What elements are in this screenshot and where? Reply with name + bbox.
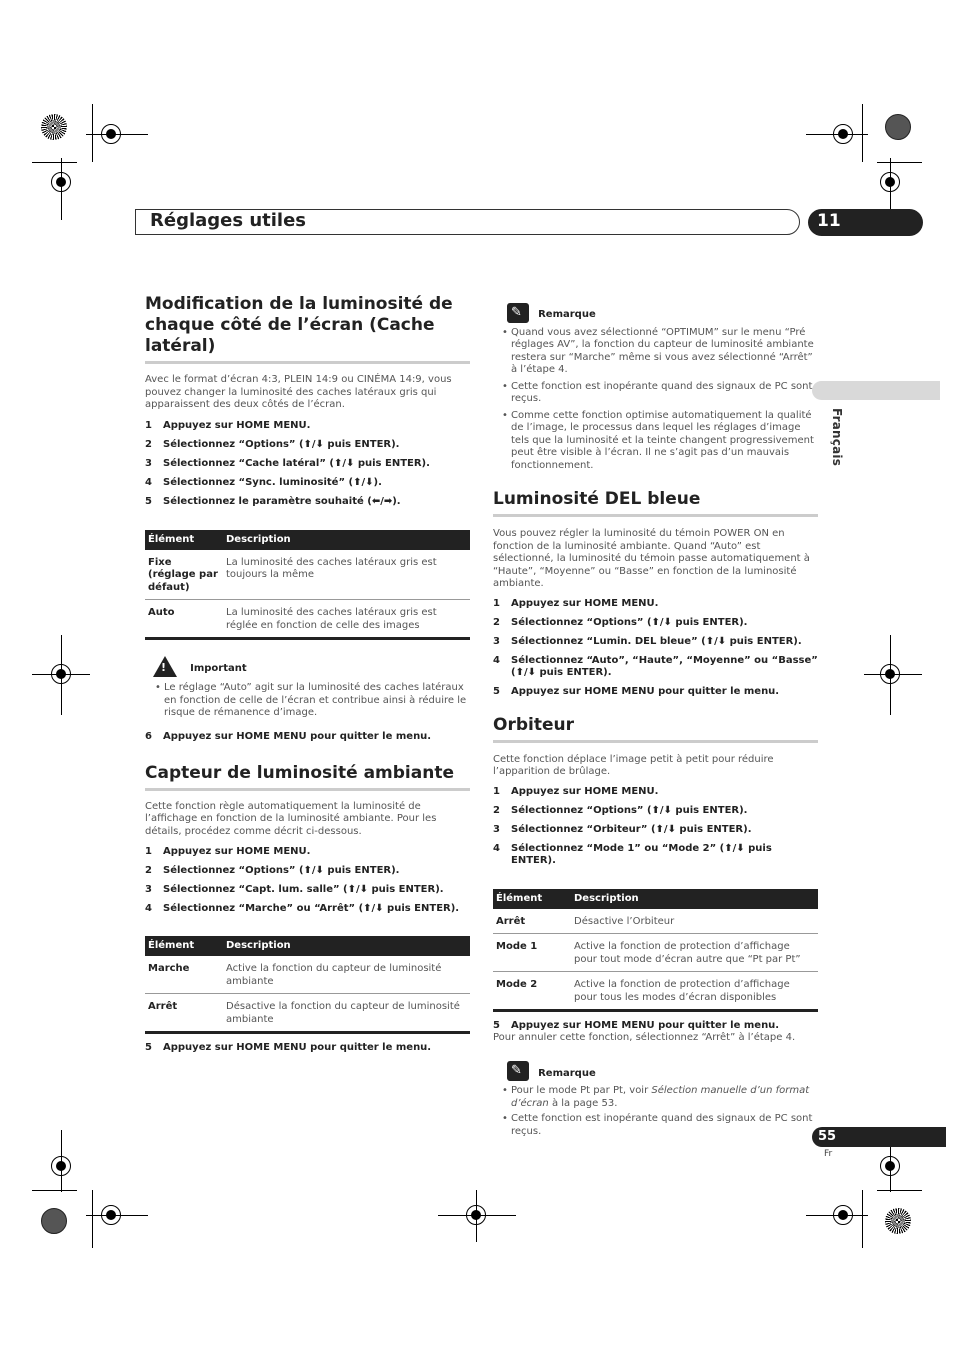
step-item: 4 Sélectionnez “Marche” ou “Arrêt” (⬆/⬇ puis ENTER). xyxy=(145,903,460,914)
step-item: 6 Appuyez sur HOME MENU pour quitter le menu. xyxy=(145,730,432,742)
right-column xyxy=(493,302,818,1138)
bullet-item: • Quand vous avez sélectionné “OPTIMUM” sur le menu “Pré réglages AV”, la fonction du capteur de luminosité ambiante restera sur “Marche” même si vous avez sélectionné “Arrêt” à l’étape 4. xyxy=(502,327,818,377)
steps-list xyxy=(493,786,818,867)
bullet-item: • Le réglage “Auto” agit sur la luminosité des caches latéraux en fonction de celle de l’écran et contribue ainsi à réduire le risque de rémanence d’image. xyxy=(155,682,470,720)
note-title: Remarque xyxy=(538,309,596,320)
chapter-number: 11 xyxy=(808,209,923,236)
step-item: 2 Sélectionnez “Options” (⬆/⬇ puis ENTER). xyxy=(145,865,400,876)
warning-icon: ! xyxy=(153,656,177,677)
section-intro: Avec le format d’écran 4:3, PLEIN 14:9 ou CINÉMA 14:9, vous pouvez changer la luminosité des caches latéraux gris qui apparaissent des deux côtés de l’écran. xyxy=(145,374,452,410)
bullet-item: • Pour le mode Pt par Pt, voir Sélection manuelle d’un format d’écran à la page 53. xyxy=(502,1085,818,1110)
bullet-item: • Cette fonction est inopérante quand des signaux de PC sont reçus. xyxy=(502,381,818,406)
step-item: 3 Sélectionnez “Capt. lum. salle” (⬆/⬇ puis ENTER). xyxy=(145,884,444,895)
step-item: 4 Sélectionnez “Mode 1” ou “Mode 2” (⬆/⬇ puis ENTER). xyxy=(493,842,772,866)
bullet-list xyxy=(502,327,818,473)
table-row: Fixe (réglage par défaut) La luminosité des caches latéraux gris est toujours la même xyxy=(145,550,470,600)
step-item: 3 Sélectionnez “Cache latéral” (⬆/⬇ puis ENTER). xyxy=(145,457,430,469)
important-note xyxy=(145,656,470,677)
table-row: Arrêt Désactive l’Orbiteur xyxy=(493,909,818,934)
section-intro: Cette fonction règle automatiquement la luminosité de l’affichage en fonction de la luminosité ambiante. Pour les détails, procédez comme décrit ci-dessous. xyxy=(145,800,437,837)
remark-note xyxy=(493,1061,818,1082)
steps-list xyxy=(145,846,470,915)
pencil-icon: ✎ xyxy=(507,1061,529,1081)
table-row: Mode 1 Active la fonction de protection d’affichage pour tout mode d’écran autre que “Pt par Pt” xyxy=(493,934,818,972)
bullet-item: • Comme cette fonction optimise automatiquement la qualité de l’image, le processus dans lequel les réglages d’image tels que la luminosité et la teinte changent progressivement peut être visible à l’écran. Il ne s’agit pas d’un mauvais fonctionnement. xyxy=(502,410,818,473)
table-header: Description xyxy=(571,889,818,909)
table-header: Élément xyxy=(493,889,571,909)
step-item: 3 Sélectionnez “Lumin. DEL bleue” (⬆/⬇ puis ENTER). xyxy=(493,635,802,647)
settings-table xyxy=(493,889,818,1013)
language-label: Français xyxy=(830,408,844,467)
left-column xyxy=(145,294,470,1054)
step-item: 1 Appuyez sur HOME MENU. xyxy=(493,597,659,609)
steps-list xyxy=(493,598,818,698)
step-item: 1 Appuyez sur HOME MENU. xyxy=(145,846,311,857)
section-title-del-bleue: Luminosité DEL bleue xyxy=(493,489,818,517)
chapter-title: Réglages utiles xyxy=(150,210,307,231)
step-item: 1 Appuyez sur HOME MENU. xyxy=(145,419,311,431)
step-item: 5 Appuyez sur HOME MENU pour quitter le menu. xyxy=(493,1020,780,1031)
step-item: 2 Sélectionnez “Options” (⬆/⬇ puis ENTER). xyxy=(493,804,748,816)
step-item: 2 Sélectionnez “Options” (⬆/⬇ puis ENTER). xyxy=(493,616,748,628)
section-title-cache-lateral: Modification de la luminosité de chaque côté de l’écran (Cache latéral) xyxy=(145,294,470,364)
table-header: Description xyxy=(223,936,470,956)
step-item: 3 Sélectionnez “Orbiteur” (⬆/⬇ puis ENTER). xyxy=(493,823,752,835)
page-language-code: Fr xyxy=(824,1149,833,1159)
section-title-capteur: Capteur de luminosité ambiante xyxy=(145,763,470,791)
table-row: Arrêt Désactive la fonction du capteur de luminosité ambiante xyxy=(145,994,470,1033)
table-row: Mode 2 Active la fonction de protection d’affichage pour tous les modes d’écran disponibles xyxy=(493,972,818,1011)
step-item: 1 Appuyez sur HOME MENU. xyxy=(493,785,659,797)
step-item: 5 Appuyez sur HOME MENU pour quitter le menu. xyxy=(145,1042,432,1053)
language-tab xyxy=(812,381,940,400)
note-title: Remarque xyxy=(538,1067,596,1079)
bullet-list xyxy=(502,1085,818,1138)
step-item: 5 Appuyez sur HOME MENU pour quitter le menu. xyxy=(493,685,780,697)
step-item: 5 Sélectionnez le paramètre souhaité (⬅/➡). xyxy=(145,495,401,507)
section-title-orbiteur: Orbiteur xyxy=(493,715,818,743)
settings-table xyxy=(145,530,470,641)
bullet-item: • Cette fonction est inopérante quand des signaux de PC sont reçus. xyxy=(502,1113,818,1138)
page-number: 55 xyxy=(812,1127,946,1147)
step-item: 4 Sélectionnez “Auto”, “Haute”, “Moyenne” ou “Basse” (⬆/⬇ puis ENTER). xyxy=(493,654,818,678)
remark-note xyxy=(493,302,818,323)
table-row: Marche Active la fonction du capteur de luminosité ambiante xyxy=(145,956,470,994)
note-title: Important xyxy=(190,663,247,674)
step-detail: Pour annuler cette fonction, sélectionnez “Arrêt” à l’étape 4. xyxy=(493,1032,796,1043)
steps-list xyxy=(145,420,470,508)
table-header: Description xyxy=(223,530,470,550)
cross-reference-link[interactable]: Sélection manuelle d’un format d’écran xyxy=(511,1085,810,1109)
section-intro: Cette fonction déplace l’image petit à petit pour réduire l’apparition de brûlage. xyxy=(493,753,774,777)
step-item: 2 Sélectionnez “Options” (⬆/⬇ puis ENTER). xyxy=(145,438,400,450)
settings-table xyxy=(145,936,470,1034)
section-intro: Vous pouvez régler la luminosité du témoin POWER ON en fonction de la luminosité ambiante. Quand “Auto” est sélectionné, la luminosité du témoin passe automatiquement à “Haute”, “Moyenne” ou “Basse” en fonction de la luminosité ambiante. xyxy=(493,528,810,589)
table-header: Élément xyxy=(145,530,223,550)
pencil-icon: ✎ xyxy=(507,303,529,323)
step-item: 4 Sélectionnez “Sync. luminosité” (⬆/⬇). xyxy=(145,476,382,488)
table-row: Auto La luminosité des caches latéraux gris est réglée en fonction de celle des images xyxy=(145,600,470,639)
table-header: Élément xyxy=(145,936,223,956)
